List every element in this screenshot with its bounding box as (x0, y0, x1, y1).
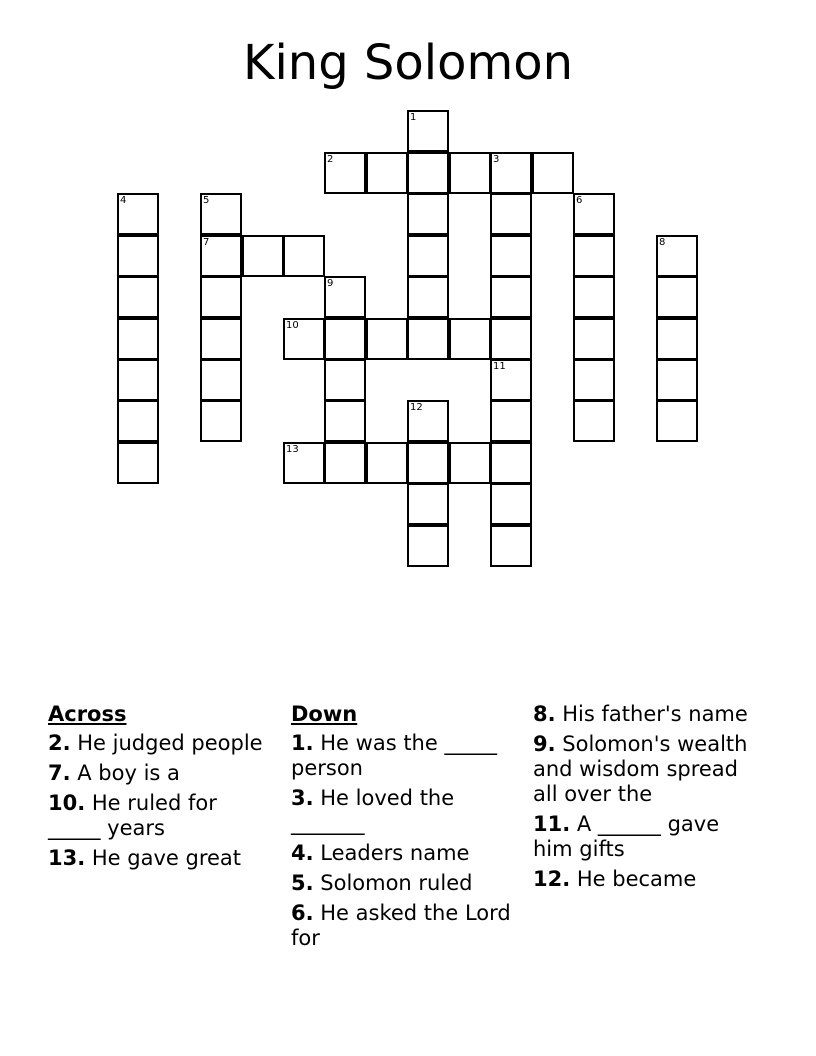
clue-down-6: 6. He asked the Lord for (291, 901, 511, 950)
cell-number: 2 (327, 154, 334, 165)
clue-down-4: 4. Leaders name (291, 841, 470, 865)
cell-number: 10 (286, 320, 299, 331)
clue-down-5: 5. Solomon ruled (291, 871, 473, 895)
grid-cell[interactable] (283, 235, 325, 277)
down-clues (291, 702, 511, 956)
clue-down-9: 9. Solomon's wealth and wisdom spread all over the (533, 732, 748, 806)
cell-number: 3 (493, 154, 500, 165)
grid-cell[interactable] (490, 525, 532, 567)
grid-cell[interactable] (200, 400, 242, 442)
across-clues (48, 702, 273, 876)
grid-cell[interactable] (656, 276, 698, 318)
grid-cell[interactable] (407, 525, 449, 567)
grid-cell[interactable] (490, 400, 532, 442)
grid-cell[interactable] (573, 235, 615, 277)
puzzle-title: King Solomon (242, 35, 574, 91)
grid-cell[interactable] (366, 442, 408, 484)
grid-cell[interactable] (407, 193, 449, 235)
grid-cell[interactable] (117, 359, 159, 401)
grid-cell[interactable] (407, 235, 449, 277)
clue-across-7: 7. A boy is a (48, 761, 180, 785)
grid-cell[interactable] (200, 276, 242, 318)
cell-number: 1 (410, 112, 417, 123)
grid-cell[interactable] (366, 152, 408, 194)
grid-cell[interactable] (407, 483, 449, 525)
grid-cell[interactable] (324, 442, 366, 484)
grid-cell[interactable] (573, 318, 615, 360)
clue-down-11: 11. A ______ gave him gifts (533, 812, 720, 861)
down-heading: Down (291, 702, 358, 726)
grid-cell[interactable] (490, 235, 532, 277)
grid-cell[interactable] (200, 193, 242, 235)
cell-number: 12 (410, 402, 423, 413)
grid-cell[interactable] (490, 152, 532, 194)
grid-cell[interactable] (407, 110, 449, 152)
grid-cell[interactable] (324, 359, 366, 401)
clue-down-8: 8. His father's name (533, 702, 748, 726)
grid-cell[interactable] (407, 318, 449, 360)
clue-down-1: 1. He was the _____ person (291, 731, 497, 780)
clue-across-13: 13. He gave great (48, 846, 242, 870)
clue-across-2: 2. He judged people (48, 731, 263, 755)
grid-cell[interactable] (490, 442, 532, 484)
grid-cell[interactable] (366, 318, 408, 360)
grid-cell[interactable] (200, 359, 242, 401)
grid-cell[interactable] (407, 442, 449, 484)
grid-cell[interactable] (490, 193, 532, 235)
grid-cell[interactable] (117, 400, 159, 442)
clue-down-12: 12. He became (533, 867, 697, 891)
grid-cell[interactable] (490, 276, 532, 318)
grid-cell[interactable] (324, 400, 366, 442)
cell-number: 11 (493, 361, 506, 372)
clue-down-3: 3. He loved the _______ (291, 786, 455, 835)
grid-cell[interactable] (117, 193, 159, 235)
grid-cell[interactable] (449, 152, 491, 194)
grid-cell[interactable] (117, 235, 159, 277)
grid-cell[interactable] (449, 442, 491, 484)
grid-cell[interactable] (200, 235, 242, 277)
grid-cell[interactable] (573, 276, 615, 318)
across-heading: Across (48, 702, 127, 726)
clue-across-10: 10. He ruled for _____ years (48, 791, 217, 840)
grid-cell[interactable] (242, 235, 284, 277)
cell-number: 9 (327, 278, 334, 289)
grid-cell[interactable] (573, 359, 615, 401)
grid-cell[interactable] (324, 318, 366, 360)
cell-number: 7 (203, 237, 210, 248)
grid-cell[interactable] (490, 483, 532, 525)
grid-cell[interactable] (449, 318, 491, 360)
down-clues-continued (533, 702, 765, 897)
grid-cell[interactable] (117, 318, 159, 360)
grid-cell[interactable] (117, 442, 159, 484)
grid-cell[interactable] (324, 152, 366, 194)
grid-cell[interactable] (490, 359, 532, 401)
cell-number: 5 (203, 195, 210, 206)
grid-cell[interactable] (117, 276, 159, 318)
grid-cell[interactable] (283, 318, 325, 360)
grid-cell[interactable] (532, 152, 574, 194)
grid-cell[interactable] (407, 276, 449, 318)
grid-cell[interactable] (283, 442, 325, 484)
grid-cell[interactable] (407, 400, 449, 442)
cell-number: 4 (120, 195, 127, 206)
grid-cell[interactable] (407, 152, 449, 194)
grid-cell[interactable] (656, 400, 698, 442)
cell-number: 8 (659, 237, 666, 248)
grid-cell[interactable] (656, 235, 698, 277)
grid-cell[interactable] (656, 359, 698, 401)
grid-cell[interactable] (573, 193, 615, 235)
grid-cell[interactable] (490, 318, 532, 360)
cell-number: 13 (286, 444, 299, 455)
grid-cell[interactable] (573, 400, 615, 442)
grid-cell[interactable] (656, 318, 698, 360)
cell-number: 6 (576, 195, 583, 206)
grid-cell[interactable] (324, 276, 366, 318)
grid-cell[interactable] (200, 318, 242, 360)
